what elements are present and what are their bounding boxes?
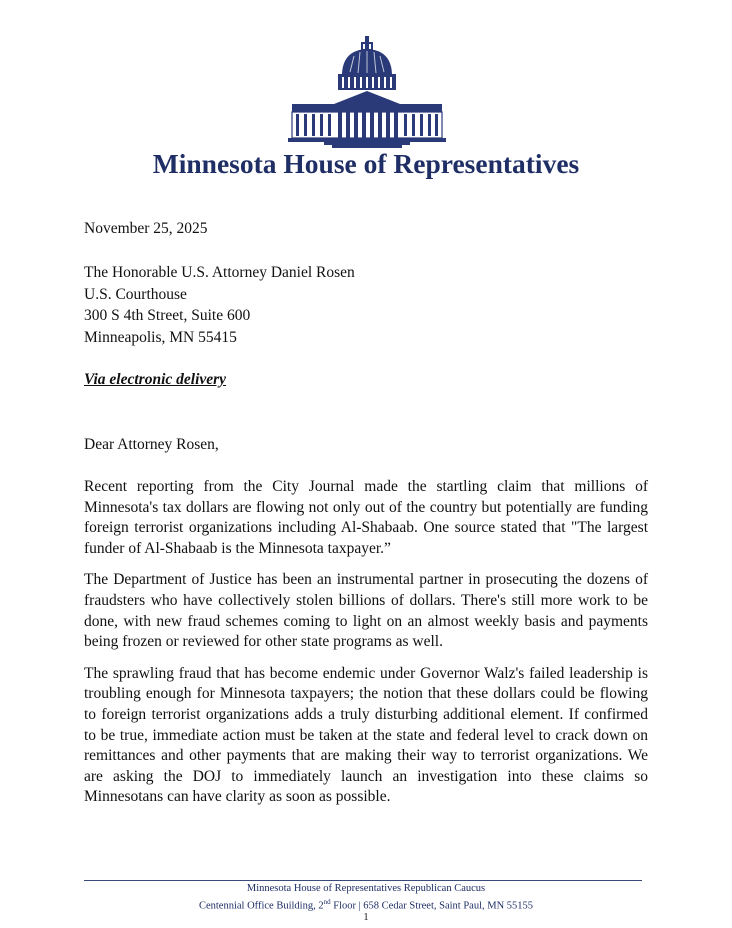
capitol-building-icon bbox=[284, 34, 450, 150]
recipient-street: 300 S 4th Street, Suite 600 bbox=[84, 307, 251, 324]
body-paragraph-3: The sprawling fraud that has become endemic under Governor Walz's failed leadership is troubling enough for Minnesota taxpayers; the notion that these dollars could be flowing to foreign terrorist organizations adds a truly disturbing additional element. If confirmed to be true, immediate action must be taken at the state and federal level to crack down on remittances and other payments that are making their way to terrorist organizations. We are asking the DOJ to immediately launch an investigation into these claims so Minnesotans can have clarity as soon as possible. bbox=[84, 664, 648, 806]
salutation: Dear Attorney Rosen, bbox=[84, 436, 219, 453]
footer-divider bbox=[84, 880, 642, 881]
body-paragraph-1: Recent reporting from the City Journal made the startling claim that millions of Minnesota's tax dollars are flowing not only out of the country but potentially are funding foreign terrorist organizations including Al-Shabaab. One source stated that "The largest funder of Al-Shabaab is the Minnesota taxpayer.” bbox=[84, 478, 648, 557]
body-paragraph-2: The Department of Justice has been an instrumental partner in prosecuting the dozens of fraudsters who have collectively stolen billions of dollars. There's still more work to be done, with new fraud schemes coming to light on an almost weekly basis and payments being frozen or reviewed for other state programs as well. bbox=[84, 571, 648, 651]
recipient-city: Minneapolis, MN 55415 bbox=[84, 328, 237, 346]
letterhead-title: Minnesota House of Representatives bbox=[152, 148, 580, 179]
delivery-note: Via electronic delivery bbox=[84, 371, 227, 388]
recipient-building: U.S. Courthouse bbox=[84, 285, 187, 303]
page-number: 1 bbox=[363, 912, 369, 923]
recipient-address bbox=[84, 262, 355, 348]
footer bbox=[0, 883, 732, 913]
letter-body bbox=[84, 477, 648, 819]
recipient-name: The Honorable U.S. Attorney Daniel Rosen bbox=[84, 264, 355, 281]
letter-date: November 25, 2025 bbox=[84, 220, 208, 237]
footer-caucus: Minnesota House of Representatives Republican Caucus bbox=[246, 883, 486, 894]
footer-address-prefix: Centennial Office Building, 2 bbox=[198, 900, 324, 911]
footer-address-suffix: Floor | 658 Cedar Street, Saint Paul, MN 55155 bbox=[330, 900, 534, 911]
footer-address-superscript: nd bbox=[323, 897, 331, 906]
footer-address bbox=[0, 896, 732, 913]
